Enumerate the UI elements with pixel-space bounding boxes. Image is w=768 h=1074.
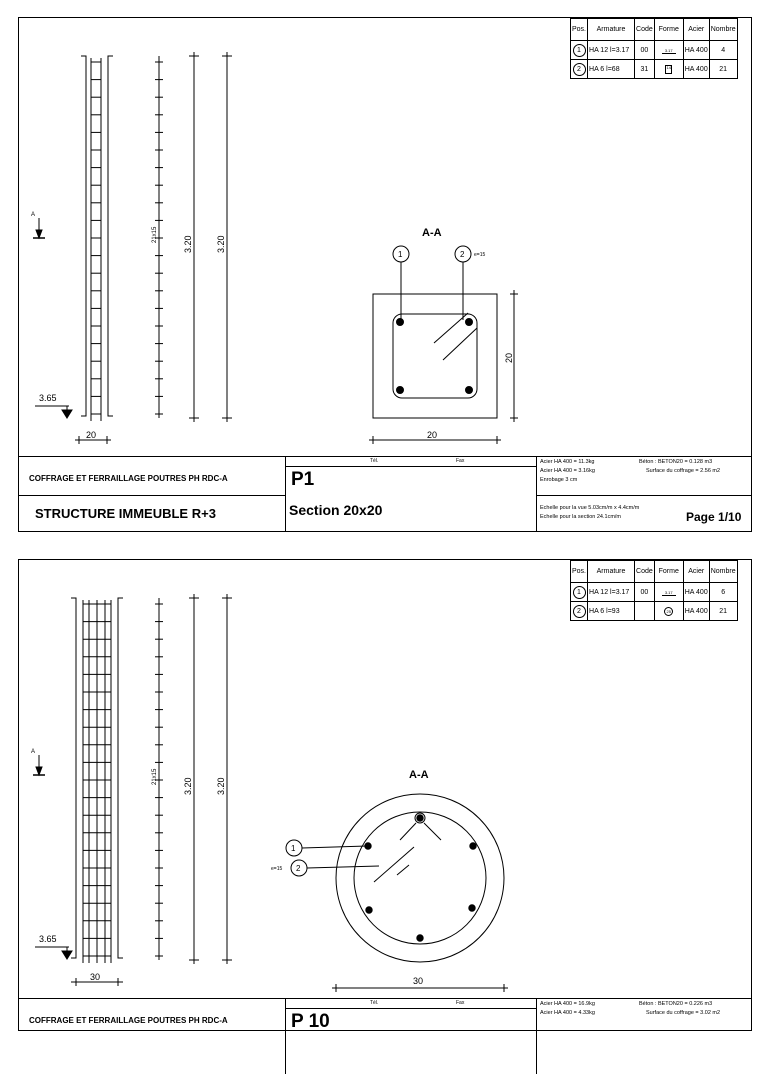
drawing-canvas — [19, 18, 751, 531]
armature-cell: HA 12 — [589, 588, 609, 596]
stirrups — [83, 604, 111, 956]
section-title: A-A — [422, 227, 442, 239]
width-label: 30 — [90, 972, 101, 982]
armature-cell: HA 6 — [589, 607, 605, 615]
formwork-area: Surface du coffrage = 2.56 m2 — [646, 468, 721, 474]
concrete-volume: Béton : BETON20 = 0.226 m3 — [639, 1001, 713, 1007]
drawing-canvas — [19, 560, 751, 1030]
drawing-sheet-p1 — [18, 17, 752, 532]
scale-section: Echelle pour la section 24.1cm/m — [540, 514, 622, 520]
cross-section-circular — [271, 769, 508, 992]
drawing-sheet-p10 — [18, 559, 752, 1031]
steel-weight-2: Acier HA 400 = 4.33kg — [540, 1010, 595, 1016]
length-cell: l=3.17 — [610, 588, 630, 596]
header-nombre: Nombre — [709, 19, 737, 41]
section-size: Section 20x20 — [289, 502, 383, 518]
height-label-1: 3.20 — [183, 235, 193, 253]
level-label: 3.65 — [39, 934, 57, 944]
header-code: Code — [635, 19, 655, 41]
code-cell: 31 — [635, 60, 655, 79]
bubble-2: 2 — [460, 250, 465, 259]
steel-weight-1: Acier HA 400 = 16.9kg — [540, 1001, 595, 1007]
armature-cell: HA 12 — [589, 46, 609, 54]
forme-straight-bar: 3.17 — [662, 48, 676, 54]
length-cell: l=68 — [606, 65, 620, 73]
width-dimension — [71, 972, 123, 986]
forme-circular-tie: 25 — [664, 607, 673, 616]
acier-cell: HA 400 — [683, 583, 709, 602]
length-cell: l=93 — [606, 607, 620, 615]
width-label: 20 — [86, 430, 97, 440]
pos-bubble: 1 — [573, 44, 586, 57]
forme-straight-bar: 3.17 — [662, 590, 676, 596]
level-marker — [35, 934, 72, 959]
stirrup-spacing-line — [152, 56, 163, 418]
height-dimension — [183, 52, 232, 422]
acier-cell: HA 400 — [683, 41, 709, 60]
element-code: P 10 — [291, 1011, 330, 1032]
header-forme: Forme — [654, 19, 683, 41]
stirrup-spacing-line — [152, 598, 163, 960]
width-dimension — [75, 430, 111, 444]
project-title: COFFRAGE ET FERRAILLAGE POUTRES PH RDC-A — [29, 474, 228, 483]
scale-view: Echelle pour la vue 5.03cm/m x 4.4cm/m — [540, 505, 640, 511]
page-number: Page 1/10 — [686, 510, 742, 524]
column-elevation — [71, 598, 123, 963]
dim-bottom-label: 20 — [427, 430, 438, 440]
section-mark-label: A — [31, 212, 36, 218]
section-mark — [31, 749, 45, 775]
dim-bottom-label: 30 — [413, 976, 424, 986]
stirrups — [91, 62, 101, 414]
bubble-1: 1 — [291, 844, 296, 853]
column-elevation — [81, 56, 113, 421]
tel-label: Tél. — [370, 1000, 379, 1006]
nombre-cell: 21 — [709, 602, 737, 621]
header-pos: Pos. — [571, 19, 588, 41]
nombre-cell: 21 — [709, 60, 737, 79]
height-dimension — [183, 594, 232, 964]
project-title: COFFRAGE ET FERRAILLAGE POUTRES PH RDC-A — [29, 1016, 228, 1025]
header-nombre: Nombre — [709, 561, 737, 583]
dim-right-label: 20 — [504, 352, 514, 363]
header-acier: Acier — [683, 19, 709, 41]
concrete-volume: Béton : BETON20 = 0.128 m3 — [639, 459, 713, 465]
spacing-label: 21x15 — [152, 226, 158, 243]
height-label-1: 3.20 — [183, 777, 193, 795]
title-block — [19, 456, 751, 532]
spacing-note: e=15 — [271, 866, 283, 872]
code-cell: 00 — [635, 583, 655, 602]
header-code: Code — [635, 561, 655, 583]
steel-weight-1: Acier HA 400 = 11.3kg — [540, 459, 595, 465]
height-label-2: 3.20 — [216, 777, 226, 795]
element-code: P1 — [291, 469, 315, 490]
code-cell: 00 — [635, 41, 655, 60]
spacing-label: 21x15 — [152, 768, 158, 785]
header-pos: Pos. — [571, 561, 588, 583]
level-label: 3.65 — [39, 393, 57, 403]
pos-bubble: 2 — [573, 63, 586, 76]
header-armature: Armature — [588, 561, 635, 583]
height-label-2: 3.20 — [216, 235, 226, 253]
length-cell: l=3.17 — [610, 46, 630, 54]
fax-label: Fax — [456, 458, 465, 464]
building-title: STRUCTURE IMMEUBLE R+3 — [35, 506, 216, 521]
steel-weight-2: Acier HA 400 = 3.16kg — [540, 468, 595, 474]
section-mark-label: A — [31, 749, 36, 755]
tel-label: Tél. — [370, 458, 379, 464]
section-title: A-A — [409, 769, 429, 781]
level-marker — [35, 393, 72, 418]
bubble-2: 2 — [296, 864, 301, 873]
spacing-note: e=15 — [474, 252, 486, 258]
header-acier: Acier — [683, 561, 709, 583]
formwork-area: Surface du coffrage = 3.02 m2 — [646, 1010, 721, 1016]
header-forme: Forme — [654, 561, 683, 583]
acier-cell: HA 400 — [683, 602, 709, 621]
nombre-cell: 4 — [709, 41, 737, 60]
cover: Enrobage 3 cm — [540, 477, 578, 483]
nombre-cell: 6 — [709, 583, 737, 602]
acier-cell: HA 400 — [683, 60, 709, 79]
fax-label: Fax — [456, 1000, 465, 1006]
forme-stirrup: 14 — [665, 65, 672, 74]
bubble-1: 1 — [398, 250, 403, 259]
section-mark — [31, 212, 45, 238]
pos-bubble: 2 — [573, 605, 586, 618]
cross-section-square — [369, 227, 518, 444]
pos-bubble: 1 — [573, 586, 586, 599]
title-block — [19, 998, 751, 1074]
header-armature: Armature — [588, 19, 635, 41]
armature-cell: HA 6 — [589, 65, 605, 73]
